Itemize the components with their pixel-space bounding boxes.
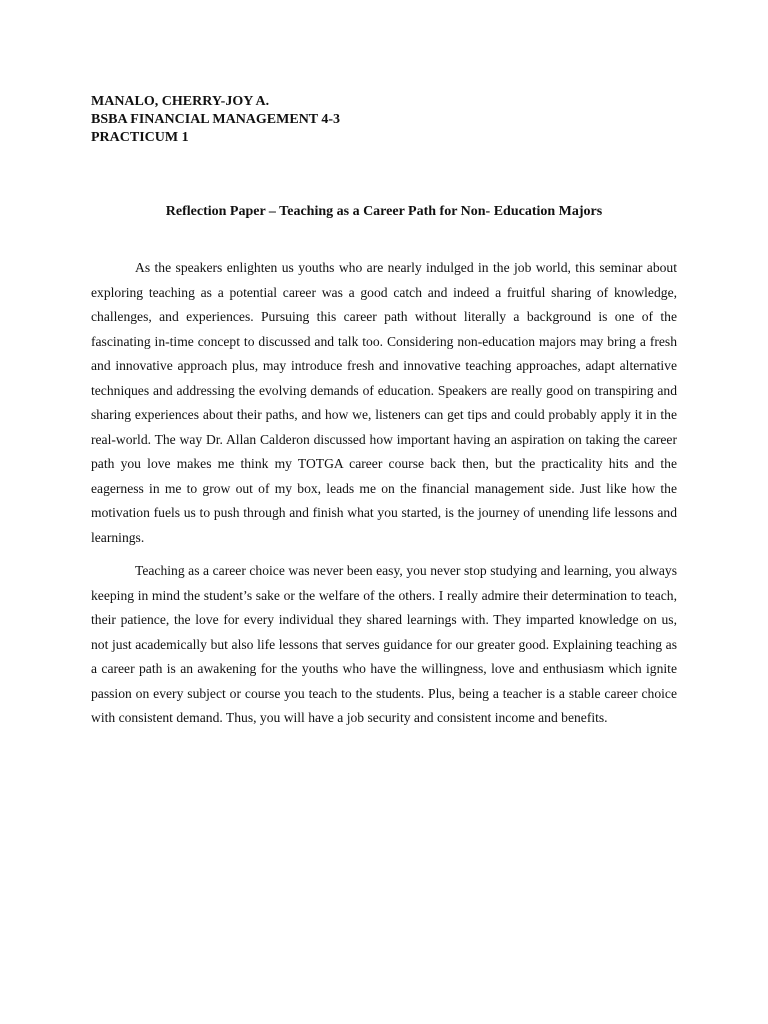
author-name: MANALO, CHERRY-JOY A.	[91, 94, 270, 109]
body-paragraph: Teaching as a career choice was never been easy, you never stop studying and learning, you always keeping in mind the student’s sake or the welfare of the others. I really admire their determination to teach, their patience, the love for every individual they shared learnings with. They imparted knowledge on us, not just academically but also life lessons that serves guidance for our greater good. Explaining teaching as a career path is an awakening for the youths who have the willingness, love and enthusiasm which ignite passion on every subject or course you teach to the students. Plus, being a teacher is a stable career choice with consistent demand. Thus, you will have a job security and consistent income and benefits.	[91, 563, 677, 725]
course-name: PRACTICUM 1	[91, 130, 189, 145]
author-header	[91, 93, 340, 147]
document-title: Reflection Paper – Teaching as a Career Path for Non- Education Majors	[165, 204, 603, 219]
body-paragraph: As the speakers enlighten us youths who are nearly indulged in the job world, this seminar about exploring teaching as a potential career was a good catch and indeed a fruitful sharing of knowledge, challenges, and experiences. Pursuing this career path without literally a background is one of the fascinating in-time concept to discussed and talk too. Considering non-education majors may bring a fresh and innovative approach plus, may introduce fresh and innovative teaching approaches, adapt alternative techniques and addressing the evolving demands of education. Speakers are really good on transpiring and sharing experiences about their paths, and how we, listeners can get tips and could probably apply it in the real-world. The way Dr. Allan Calderon discussed how important having an aspiration on taking the career path you love makes me think my TOTGA career course back then, but the practicality hits and the eagerness in me to grow out of my box, leads me on the financial management side. Just like how the motivation fuels us to push through and finish what you started, is the journey of unending life lessons and learnings.	[91, 260, 677, 545]
program-section: BSBA FINANCIAL MANAGEMENT 4-3	[91, 112, 341, 127]
document-body	[91, 256, 677, 740]
